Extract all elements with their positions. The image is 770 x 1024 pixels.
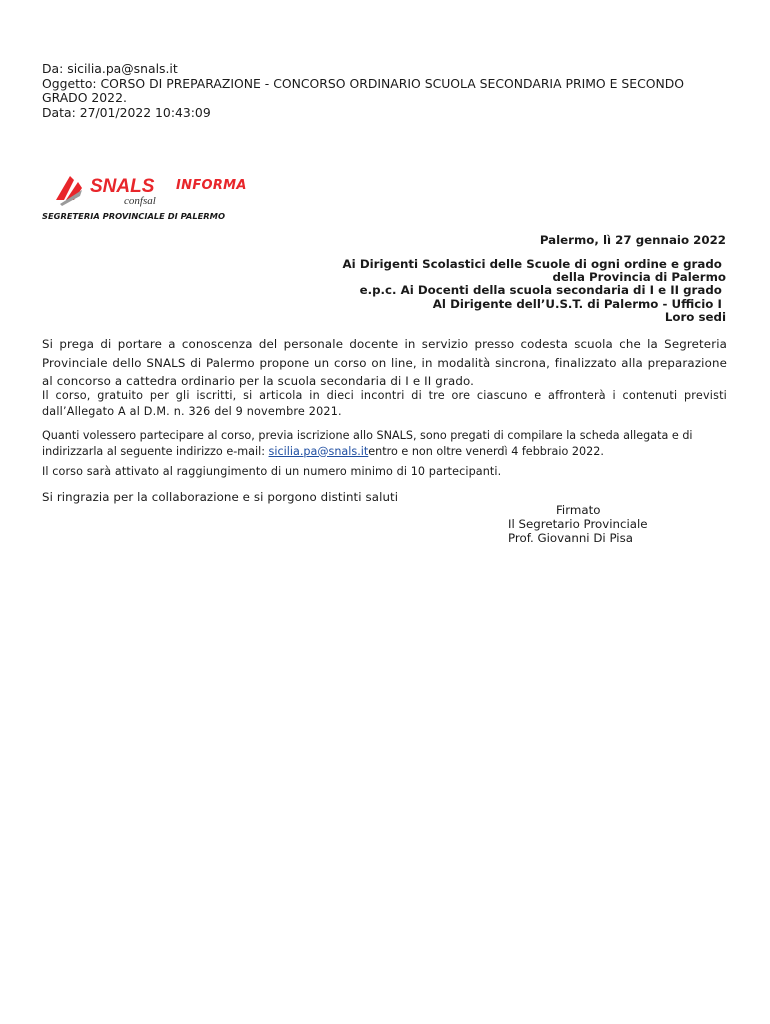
paragraph-minimum: Il corso sarà attivato al raggiungimento di un numero minimo di 10 partecipanti. [42,465,502,478]
recipient-line: e.p.c. Ai Docenti della scuola secondaria di I e II grado [359,283,726,298]
paragraph-course: Il corso, gratuito per gli iscritti, si articola in dieci incontri di tre ore ciascuno e affronterà i contenuti previsti dall’Allegato A al D.M. n. 326 del 9 novembre 2021. [42,389,727,418]
office-name: SEGRETERIA PROVINCIALE DI PALERMO [42,211,225,221]
logo-informa: INFORMA [176,178,247,193]
snals-logo [52,170,262,214]
email-subject-line2: GRADO 2022. [42,90,127,106]
paragraph-closing: Si ringrazia per la collaborazione e si porgono distinti saluti [42,490,399,504]
recipients-block [343,258,726,324]
registration-deadline: entro e non oltre venerdì 4 febbraio 2022. [368,444,604,458]
signature-role: Il Segretario Provinciale [508,517,648,532]
recipient-line: Loro sedi [664,309,726,324]
email-header [42,62,722,120]
signature-signed: Firmato [556,503,601,517]
email-from: Da: sicilia.pa@snals.it [42,61,178,76]
signature-name: Prof. Giovanni Di Pisa [508,531,633,546]
recipient-line: Ai Dirigenti Scolastici delle Scuole di ogni ordine e grado [342,257,726,271]
logo-brand-text: SNALS [90,176,155,197]
signature-block [508,503,648,546]
email-link[interactable]: sicilia.pa@snals.it [268,444,369,458]
registration-text: Quanti volessero partecipare al corso, previa iscrizione allo SNALS, sono pregati di compilare la scheda allegata e di indirizzarla al seguente indirizzo e-mail: [42,429,693,458]
email-date: Data: 27/01/2022 10:43:09 [42,104,211,120]
paragraph-intro: Si prega di portare a conoscenza del personale docente in servizio presso codesta scuola che la Segreteria Provinciale dello SNALS di Palermo propone un corso on line, in modalità sincrona, finalizzato alla preparazione al concorso a cattedra ordinario per la scuola secondaria di I e II grado. [42,337,727,388]
recipient-line: della Provincia di Palermo [552,270,726,285]
paragraph-registration [42,428,727,459]
logo-sub-text: confsal [124,195,156,207]
email-subject-line1: Oggetto: CORSO DI PREPARAZIONE - CONCORSO ORDINARIO SCUOLA SECONDARIA PRIMO E SECONDO [42,75,685,91]
recipient-line: Al Dirigente dell’U.S.T. di Palermo - Ufficio I [432,296,726,311]
snals-logo-mark [52,170,176,214]
letter-date: Palermo, lì 27 gennaio 2022 [539,233,726,247]
